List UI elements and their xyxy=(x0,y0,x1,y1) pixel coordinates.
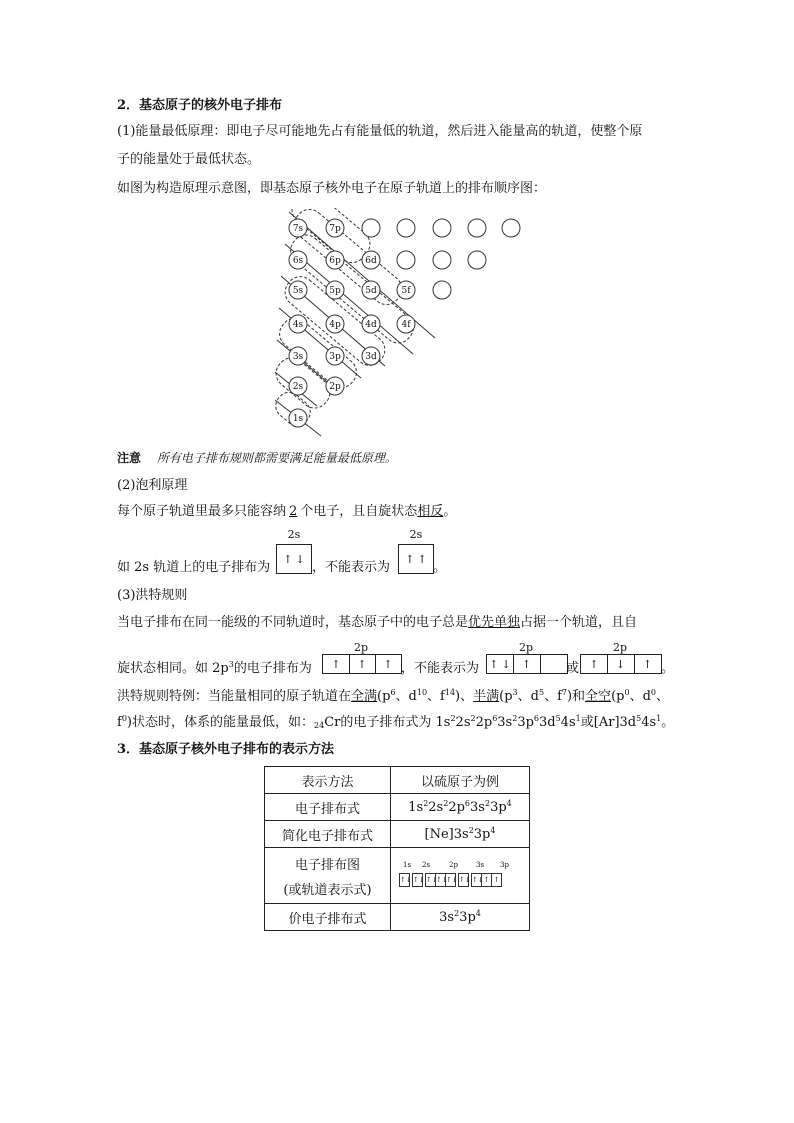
svg-text:2s: 2s xyxy=(292,382,304,392)
svg-text:3s: 3s xyxy=(292,352,304,362)
table-cell-label: 电子排布图 (或轨道表示式) xyxy=(265,848,391,904)
hund-title: (3)洪特规则 xyxy=(117,588,188,603)
orbital-box-2p-wrong2: ↑ ↓ ↑ xyxy=(580,654,662,674)
table-cell-label: 价电子排布式 xyxy=(265,904,391,931)
table-cell-label: 简化电子排布式 xyxy=(265,821,391,848)
svg-text:4f: 4f xyxy=(401,320,411,330)
pauli-title: (2)泡利原理 xyxy=(117,478,188,493)
pauli-example-text-b: ，不能表示为 xyxy=(312,560,391,575)
svg-text:6s: 6s xyxy=(292,256,304,266)
orbital-row-1 xyxy=(289,409,307,427)
pauli-example-text-c: 。 xyxy=(433,560,447,575)
orbital-label-2s-wrong: 2s xyxy=(409,528,423,541)
table-header-row xyxy=(265,767,530,794)
svg-text:2p: 2p xyxy=(329,382,341,392)
svg-text:5p: 5p xyxy=(329,286,341,296)
paragraph-diagram-intro: 如图为构造原理示意图，即基态原子核外电子在原子轨道上的排布顺序图： xyxy=(117,181,547,196)
note xyxy=(117,449,397,466)
svg-text:1s: 1s xyxy=(292,414,304,424)
svg-text:4p: 4p xyxy=(329,320,341,330)
orbital-box-2s-wrong: ↑ ↑ xyxy=(398,544,434,574)
orbital-label-2p-wrong2: 2p xyxy=(612,641,628,654)
table-cell-orbital-diagram xyxy=(391,848,530,904)
table-header-cell: 以硫原子为例 xyxy=(391,767,530,794)
svg-text:7s: 7s xyxy=(292,224,304,234)
aufbau-diagram xyxy=(265,208,535,440)
svg-text:4d: 4d xyxy=(365,320,377,330)
table-row xyxy=(265,904,530,931)
hund-special-line1: 洪特规则特例：当能量相同的原子轨道在全满($p^6$、$d^{10}$、$f^{14}$)、半满($p^3$、$d^5$、$f^7$)和全空($p^0$、$d^0$、 xyxy=(117,688,669,704)
hund-line2-d: 或 xyxy=(566,661,580,676)
table-cell-value: $3s^23p^4$ xyxy=(391,904,530,931)
svg-text:3d: 3d xyxy=(365,352,377,362)
orbital-diagram-sulfur: 1s 2s 2p 3s 3p ↑↓ ↑↓ ↑↓ ↑↓ ↑↓ ↑↓ ↑↓ ↑ ↑ xyxy=(400,859,520,893)
table-cell-value: $[Ne]3s^23p^4$ xyxy=(391,821,530,848)
note-text: 所有电子排布规则都需要满足能量最低原理。 xyxy=(156,451,397,465)
hund-line1: 当电子排布在同一能级的不同轨道时，基态原子中的电子总是优先单独占据一个轨道，且自 xyxy=(117,615,638,630)
svg-text:6p: 6p xyxy=(329,256,341,266)
section-heading-2: 2．基态原子的核外电子排布 xyxy=(117,98,283,113)
orbital-label-2p-correct: 2p xyxy=(353,641,369,654)
svg-text:6d: 6d xyxy=(365,256,377,266)
svg-text:5f: 5f xyxy=(401,286,411,296)
svg-text:4s: 4s xyxy=(292,320,304,330)
orbital-row-7 xyxy=(289,219,520,237)
orbital-box-2p-wrong1: ↑ ↓ ↑ xyxy=(486,654,568,674)
orbital-box-2s-correct: ↑ ↓ xyxy=(276,544,312,574)
pauli-example-text-a: 如 2s 轨道上的电子排布为 xyxy=(117,560,271,575)
table-cell-value: $1s^22s^22p^63s^23p^4$ xyxy=(391,794,530,821)
orbital-row-2 xyxy=(289,377,344,395)
svg-text:5s: 5s xyxy=(292,286,304,296)
orbital-row-3 xyxy=(289,347,380,365)
svg-text:7p: 7p xyxy=(329,224,341,234)
svg-text:3p: 3p xyxy=(329,352,341,362)
table-row xyxy=(265,794,530,821)
note-label: 注意 xyxy=(117,451,142,465)
hund-line2-a: 旋状态相同。如 $2p^3$的电子排布为 xyxy=(117,660,312,676)
orbital-row-6 xyxy=(289,251,486,269)
paragraph-lowest-energy-line2: 子的能量处于最低状态。 xyxy=(117,152,261,167)
orbital-box-2p-correct: ↑ ↑ ↑ xyxy=(322,654,402,674)
table-row xyxy=(265,821,530,848)
orbital-label-2s-correct: 2s xyxy=(287,528,301,541)
pauli-statement: 每个原子轨道里最多只能容纳 2 个电子，且自旋状态相反。 xyxy=(117,504,457,519)
table-row xyxy=(265,848,530,904)
paragraph-lowest-energy-line1: (1)能量最低原理：即电子尽可能地先占有能量低的轨道，然后进入能量高的轨道，使整个原 xyxy=(117,124,643,139)
section-heading-3: 3．基态原子核外电子排布的表示方法 xyxy=(117,742,335,757)
hund-special-line2: $f^0$)状态时，体系的能量最低，如：$_{24}$Cr的电子排布式为 $1s^22s^22p^63s^23p^63d^54s^1$或$[Ar]3d^54s^1$。 xyxy=(117,714,675,730)
representation-table xyxy=(264,766,530,931)
hund-line2-c: ，不能表示为 xyxy=(401,661,480,676)
orbital-label-2p-wrong1: 2p xyxy=(518,641,534,654)
svg-text:5d: 5d xyxy=(365,286,377,296)
table-header-cell: 表示方法 xyxy=(265,767,391,794)
table-cell-label: 电子排布式 xyxy=(265,794,391,821)
hund-line2-e: 。 xyxy=(661,661,675,676)
